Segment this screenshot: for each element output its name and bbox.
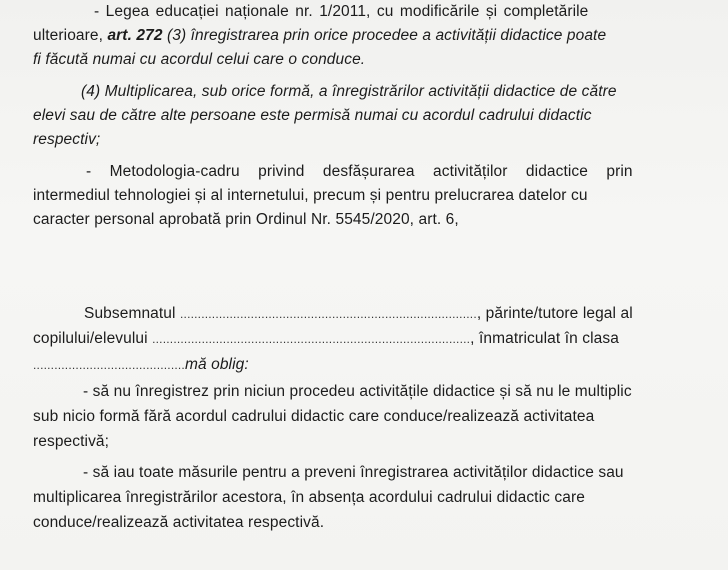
declaration-label: Subsemnatul [84,305,176,322]
legal-text-line: fi făcută numai cu acordul celui care o conduce. [33,51,366,68]
legal-text-line: respectiv; [33,131,101,148]
legal-text-line [33,26,606,46]
child-name-blank-field[interactable]: .......................................................................................... [152,332,471,346]
obligation-line: - să iau toate măsurile pentru a preveni înregistrarea activităților didactice sau [83,464,624,481]
class-blank-field[interactable]: ........................................... [33,358,185,372]
declaration-line [84,304,633,324]
declaration-text: , înmatriculat în clasa [470,330,619,347]
legal-text-line: - Metodologia-cadru privind desfășurarea activităților didactice prin [86,163,633,180]
declaration-label: copilului/elevului [33,330,148,347]
legal-text-line: - Legea educației naționale nr. 1/2011, cu modificările și completările [94,3,589,20]
legal-text-line: intermediul tehnologiei și al internetului, precum și pentru prelucrarea datelor cu [33,187,588,204]
obligation-line: conduce/realizează activitatea respectivă. [33,514,325,531]
name-blank-field[interactable]: .................................................................................... [180,307,477,321]
obligation-line: multiplicarea înregistrărilor acestora, în absența acordului cadrului didactic care [33,489,585,506]
legal-text-line: elevi sau de către alte persoane este permisă numai cu acordul cadrului didactic [33,107,592,124]
declaration-line [33,355,249,375]
legal-text-line: caracter personal aprobată prin Ordinul Nr. 5545/2020, art. 6, [33,211,459,228]
article-reference: art. 272 [107,27,163,44]
declaration-line [33,329,619,349]
legal-text-prefix: ulterioare, [33,27,104,44]
obligation-line: respectivă; [33,433,110,450]
declaration-text: mă oblig: [184,356,249,373]
declaration-text: , părinte/tutore legal al [476,305,633,322]
legal-text-fragment: (3) înregistrarea prin orice procedee a activității didactice poate [166,27,607,44]
legal-text-line: (4) Multiplicarea, sub orice formă, a înregistrărilor activității didactice de către [81,83,617,100]
obligation-line: sub nicio formă fără acordul cadrului didactic care conduce/realizează activitatea [33,408,595,425]
obligation-line: - să nu înregistrez prin niciun procedeu activitățile didactice și să nu le multiplic [83,383,632,400]
